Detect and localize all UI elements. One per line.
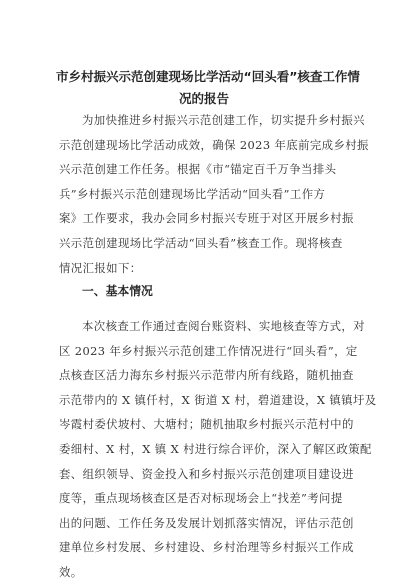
paragraph-line: 案》工作要求，我办会同乡村振兴专班于对区开展乡村振 — [59, 211, 354, 226]
title-line: 况的报告 — [178, 91, 229, 106]
paragraph-line: 兴示范创建工作任务。根据《市“锚定百千万争当排头 — [59, 162, 337, 177]
paragraph-line: 区 2023 年乡村振兴示范创建工作情况进行“回头看”，定 — [59, 343, 358, 358]
paragraph-line: 出的问题、工作任务及发展计划抓落实情况，评估示范创 — [59, 515, 354, 530]
paragraph-line: 情况汇报如下： — [59, 260, 142, 275]
intro-paragraph — [59, 108, 369, 280]
paragraph-line: 本次核查工作通过查阅台账资料、实地核查等方式，对 — [82, 319, 365, 333]
paragraph-line: 为加快推进乡村振兴示范创建工作，切实提升乡村振兴 — [82, 113, 365, 127]
paragraph-line: 点核查区活力海东乡村振兴示范带内所有线路，随机抽查 — [59, 368, 354, 383]
document-title — [56, 66, 360, 110]
paragraph-line: 套、组织领导、资金投入和乡村振兴示范创建项目建设进 — [59, 466, 354, 481]
section-paragraph — [59, 314, 377, 585]
paragraph-line: 委细村、X 村，X 镇 X 村进行综合评价，深入了解区政策配 — [59, 441, 372, 456]
paragraph-line: 建单位乡村发展、乡村建设、乡村治理等乡村振兴工作成 — [59, 540, 354, 555]
title-line: 市乡村振兴示范创建现场比学活动“回头看”核查工作情 — [56, 69, 360, 84]
paragraph-line: 示范带内的 X 镇仟村，X 街道 X 村，碧道建设，X 镇镇圩及 — [59, 392, 377, 407]
paragraph-line: 兵”乡村振兴示范创建现场比学活动“回头看”工作方 — [59, 186, 326, 201]
paragraph-line: 效。 — [59, 564, 83, 579]
paragraph-line: 示范创建现场比学活动成效，确保 2023 年底前完成乡村振 — [59, 137, 369, 152]
paragraph-line: 岑霞村委伏坡村、大塘村；随机抽取乡村振兴示范村中的 — [59, 417, 354, 432]
paragraph-line: 度等，重点现场核查区是否对标现场会上“找差”考问提 — [59, 491, 343, 506]
paragraph-line: 兴示范创建现场比学活动“回头看”核查工作。现将核查 — [59, 235, 343, 250]
section-heading: 一、基本情况 — [82, 284, 153, 298]
